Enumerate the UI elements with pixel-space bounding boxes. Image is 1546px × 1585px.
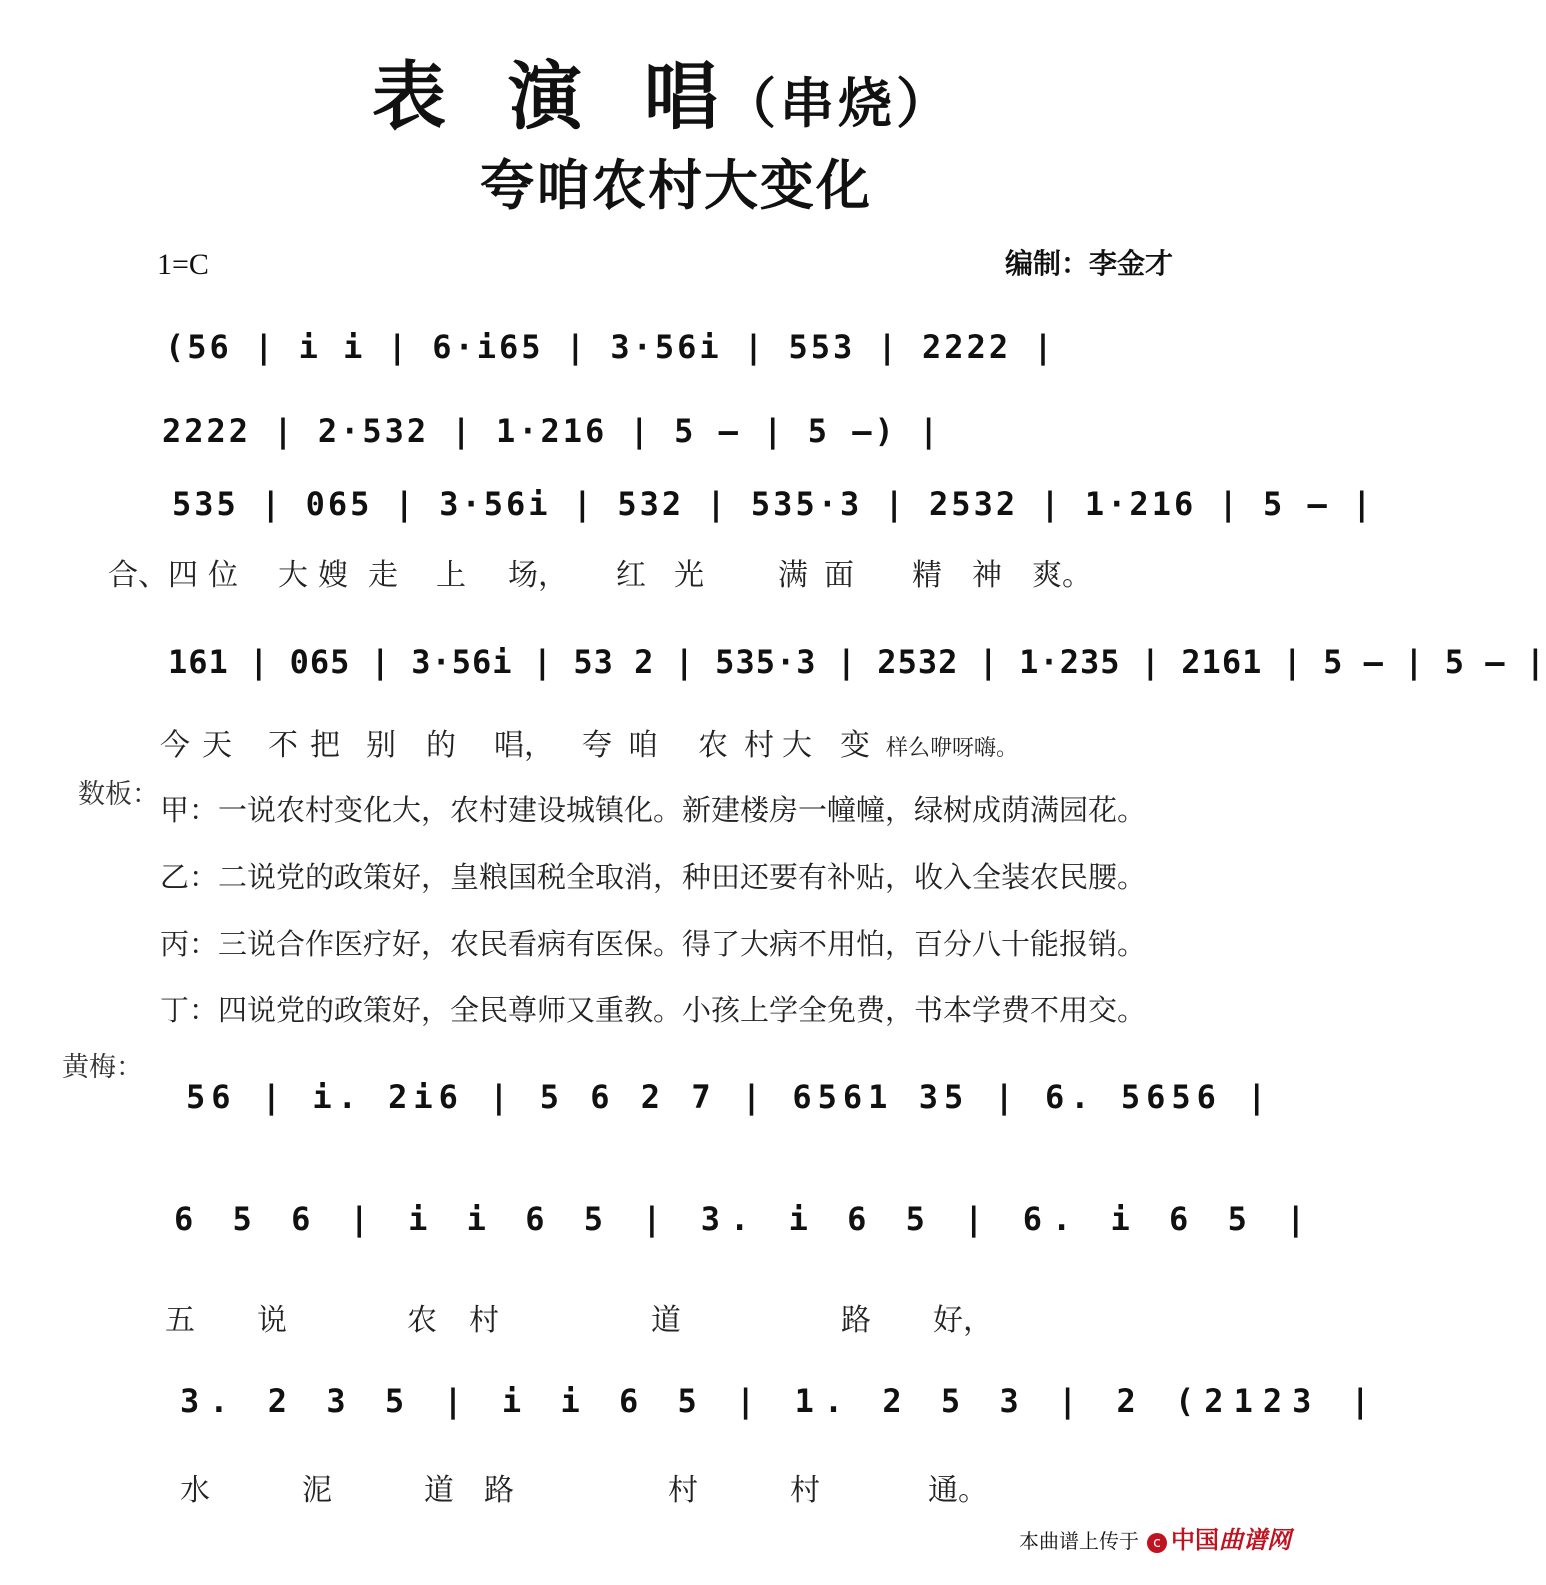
title-char-2: 演 (508, 54, 586, 140)
lyric-word: 嫂 (318, 558, 348, 593)
lyric-word: 样么咿呀嗨。 (886, 736, 1019, 761)
score-line-2: 2222 | 2·532 | 1·216 | 5 – | 5 –) | (162, 412, 942, 450)
lyric-word: 好， (933, 1303, 993, 1338)
lyric-word: 面 (824, 558, 854, 593)
lyric-word: 泥 (302, 1473, 332, 1508)
lyric-word: 村 (744, 728, 774, 763)
lyric-word: 精 (912, 558, 942, 593)
lyric-word: 路 (841, 1303, 871, 1338)
lyric-word: 满 (778, 558, 808, 593)
key-signature: 1=C (157, 248, 209, 281)
shuban-line-1: 甲：一说农村变化大，农村建设城镇化。新建楼房一幢幢，绿树成荫满园花。 (160, 793, 1147, 827)
lyric-word: 别 (366, 728, 396, 763)
score-line-3: 535 | 065 | 3·56i | 532 | 535·3 | 2532 | 1·216 | 5 – | (172, 485, 1375, 523)
title-paren: （串烧） (722, 71, 954, 135)
score-line-4: 161 | 065 | 3·56i | 53 2 | 535·3 | 2532 | 1·235 | 2161 | 5 – | 5 – | (168, 643, 1546, 681)
lyric-line-3 (165, 1295, 993, 1339)
lyric-word: 村 (668, 1473, 698, 1508)
footer-brand-2: 曲谱网 (1219, 1526, 1291, 1554)
lyric-word: 上 (436, 558, 466, 593)
lyric-word: 唱， (494, 728, 554, 763)
lyric-word: 今 (160, 728, 190, 763)
footer-prefix: 本曲谱上传于 (1019, 1529, 1139, 1553)
shuban-line-3: 丙：三说合作医疗好，农民看病有医保。得了大病不用怕，百分八十能报销。 (160, 927, 1147, 961)
score-line-5: 56 | i. 2i6 | 5 6 2 7 | 6561 35 | 6. 5656 | (186, 1078, 1273, 1116)
site-logo-icon: c (1147, 1533, 1167, 1553)
lyric-word: 位 (208, 558, 238, 593)
lyric-word: 不 (268, 728, 298, 763)
lyric-word: 村 (469, 1303, 499, 1338)
huangmei-label: 黄梅： (62, 1052, 143, 1083)
subtitle: 夸咱农村大变化 (480, 154, 872, 217)
title-char-1: 表 (372, 54, 450, 140)
lyric-word: 路 (484, 1473, 514, 1508)
lyric-word: 水 (180, 1473, 210, 1508)
score-line-7: 3. 2 3 5 | i i 6 5 | 1. 2 5 3 | 2 (2123 | (180, 1382, 1380, 1420)
lyric-word: 夸 (582, 728, 612, 763)
lyric-line-4 (180, 1465, 988, 1509)
lyric-word: 的 (426, 728, 456, 763)
lyric-word: 红 (616, 558, 646, 593)
score-line-1: (56 | i i | 6·i65 | 3·56i | 553 | 2222 | (165, 328, 1056, 366)
lyric-word: 把 (310, 728, 340, 763)
lyric-line-1 (108, 550, 1092, 594)
lyric-word: 农 (698, 728, 728, 763)
lyric-word: 道 (651, 1303, 681, 1338)
lyric-word: 大 (278, 558, 308, 593)
footer-brand: 中国 (1171, 1526, 1219, 1554)
lyric-word: 五 (165, 1303, 195, 1338)
footer-watermark (1019, 1520, 1291, 1555)
lyric-word: 爽。 (1032, 558, 1092, 593)
lyric-line-2 (160, 720, 1018, 764)
lyric-word: 变 (840, 728, 870, 763)
lyric-word: 通。 (928, 1473, 988, 1508)
lyric-word: 说 (257, 1303, 287, 1338)
lyric-word: 合、四 (108, 558, 198, 593)
shuban-line-2: 乙：二说党的政策好，皇粮国税全取消，种田还要有补贴，收入全装农民腰。 (160, 860, 1147, 894)
lyric-word: 走 (368, 558, 398, 593)
lyric-word: 农 (407, 1303, 437, 1338)
lyric-word: 场， (508, 558, 568, 593)
shuban-label: 数板： (78, 779, 159, 810)
lyric-word: 道 (424, 1473, 454, 1508)
title-char-3: 唱 (644, 54, 722, 140)
lyric-word: 咱 (628, 728, 658, 763)
author: 编制：李金才 (1005, 247, 1174, 280)
lyric-word: 大 (782, 728, 812, 763)
shuban-line-4: 丁：四说党的政策好，全民尊师又重教。小孩上学全免费，书本学费不用交。 (160, 993, 1147, 1027)
lyric-word: 天 (202, 728, 232, 763)
lyric-word: 神 (972, 558, 1002, 593)
lyric-word: 村 (790, 1473, 820, 1508)
score-line-6: 6 5 6 | i i 6 5 | 3. i 6 5 | 6. i 6 5 | (174, 1200, 1316, 1238)
lyric-word: 光 (674, 558, 704, 593)
page-title (372, 38, 954, 144)
